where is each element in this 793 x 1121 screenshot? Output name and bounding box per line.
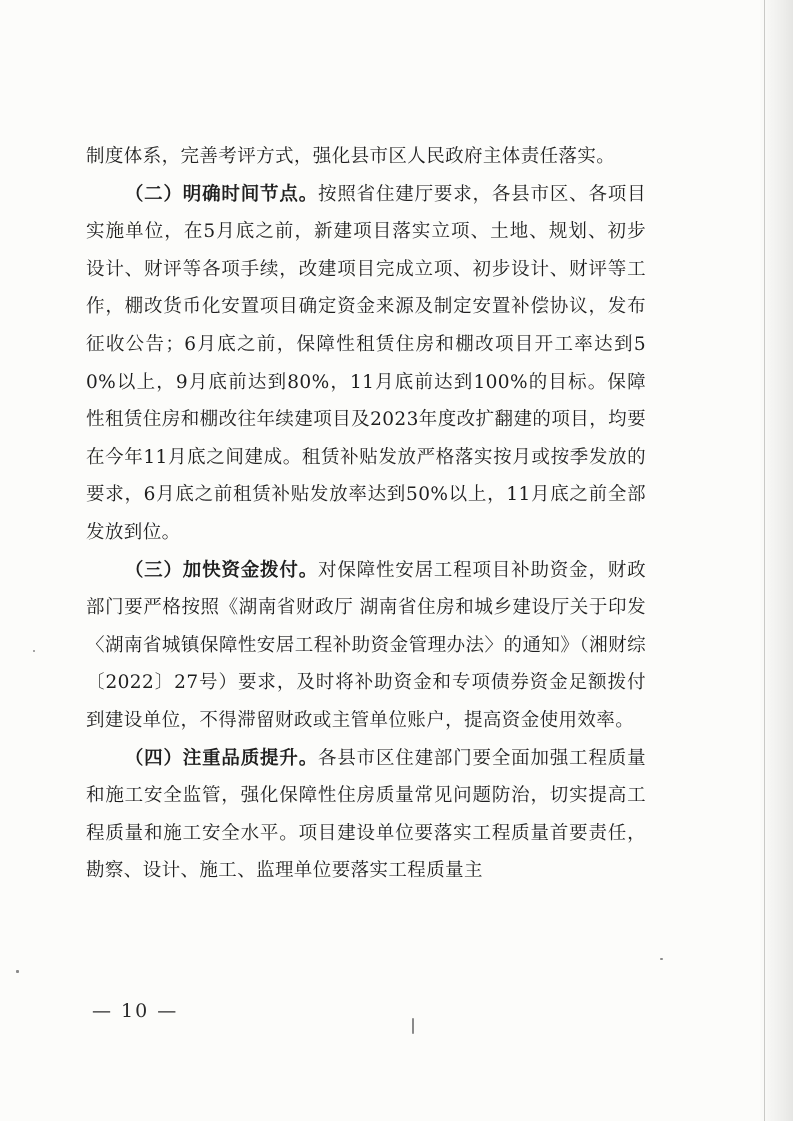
paragraph-3-text: 对保障性安居工程项目补助资金，财政部门要严格按照《湖南省财政厅 湖南省住房和城乡建设厅关于印发〈湖南省城镇保障性安居工程补助资金管理办法〉的通知》（湘财综〔2022〕27号）要求，及时将补助资金和专项债券资金足额拨付到建设单位，不得滞留财政或主管单位账户，提高资金使用效率。 <box>86 559 646 731</box>
paragraph-2-heading: （二）明确时间节点。 <box>124 183 319 205</box>
document-body <box>86 138 646 890</box>
scan-speck <box>16 970 19 973</box>
paragraph-2-text: 按照省住建厅要求，各县市区、各项目实施单位，在5月底之前，新建项目落实立项、土地、规划、初步设计、财评等各项手续，改建项目完成立项、初步设计、财评等工作，棚改货币化安置项目确定资金来源及制定安置补偿协议，发布征收公告；6月底之前，保障性租赁住房和棚改项目开工率达到50%以上，9月底前达到80%，11月底前达到100%的目标。保障性租赁住房和棚改往年续建项目及2023年度改扩翻建的项目，均要在今年11月底之间建成。租赁补贴发放严格落实按月或按季发放的要求，6月底之前租赁补贴发放率达到50%以上，11月底之前全部发放到位。 <box>86 183 646 543</box>
paragraph-4 <box>86 740 646 890</box>
scan-edge-line <box>764 0 765 1121</box>
paragraph-2 <box>86 176 646 552</box>
paragraph-1 <box>86 138 646 176</box>
paragraph-1-text: 制度体系，完善考评方式，强化县市区人民政府主体责任落实。 <box>86 146 616 167</box>
paragraph-3 <box>86 552 646 740</box>
paragraph-3-heading: （三）加快资金拨付。 <box>124 559 319 581</box>
scan-speck <box>660 958 663 960</box>
paragraph-4-text: 各县市区住建部门要全面加强工程质量和施工安全监管，强化保障性住房质量常见问题防治，切实提高工程质量和施工安全水平。项目建设单位要落实工程质量首要责任，勘察、设计、施工、监理单位要落实工程质量主 <box>86 747 646 882</box>
scan-speck <box>33 650 35 652</box>
page-number: — 10 — <box>92 1000 179 1022</box>
paragraph-4-heading: （四）注重品质提升。 <box>124 747 319 769</box>
scan-speck <box>412 1018 414 1034</box>
